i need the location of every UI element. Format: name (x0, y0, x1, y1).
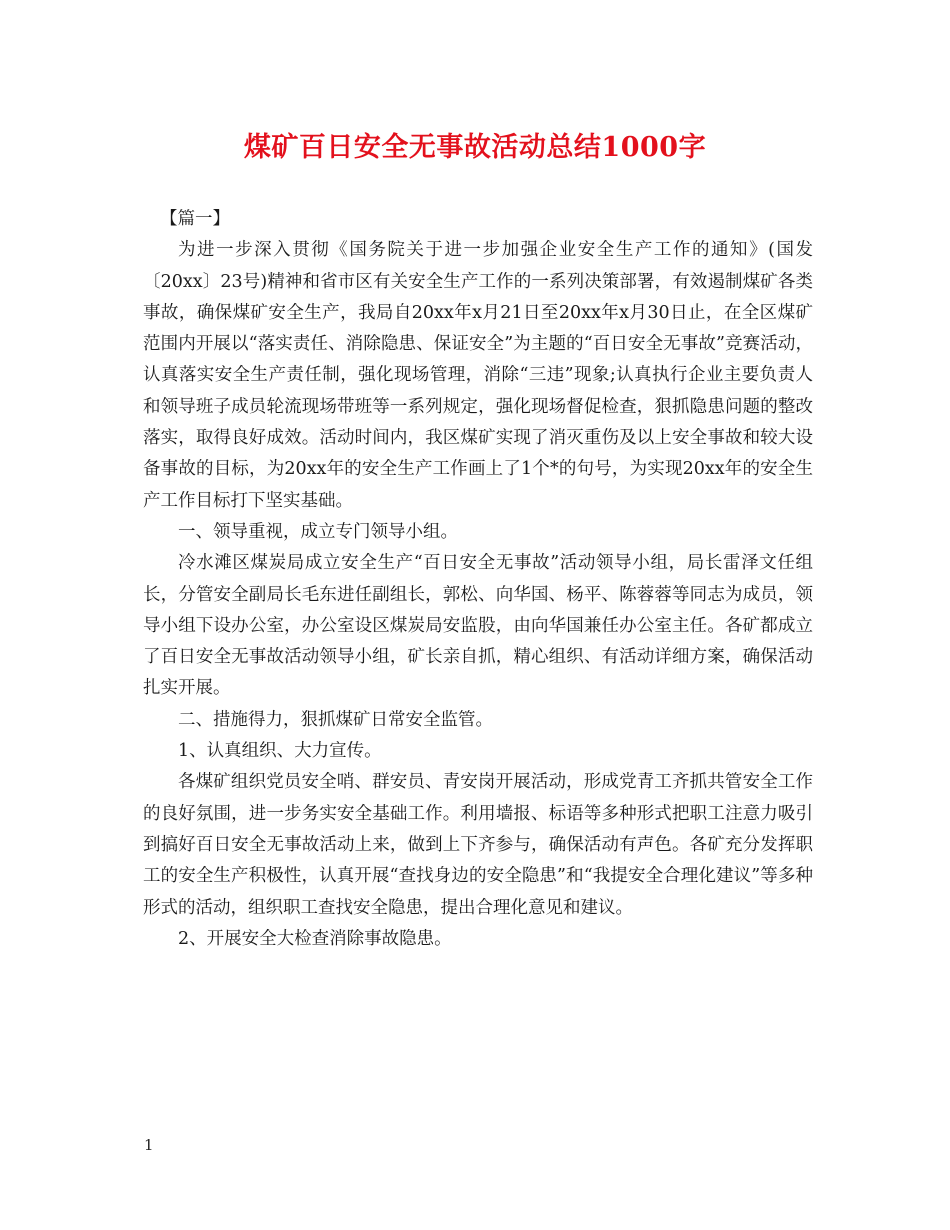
heading-measures: 二、措施得力，狠抓煤矿日常安全监管。 (178, 709, 493, 730)
subheading-inspection: 2、开展安全大检查消除事故隐患。 (178, 928, 452, 949)
paragraph-intro: 为进一步深入贯彻《国务院关于进一步加强企业安全生产工作的通知》(国发〔20xx〕23号)精神和省市区有关安全生产工作的一系列决策部署，有效遏制煤矿各类事故，确保煤矿安全生产，我局自20xx年x月21日至20xx年x月30日止，在全区煤矿范围内开展以“落实责任、消除隐患、保证安全”为主题的“百日安全无事故”竞赛活动，认真落实安全生产责任制，强化现场管理，消除“三违”现象;认真执行企业主要负责人和领导班子成员轮流现场带班等一系列规定，强化现场督促检查，狠抓隐患问题的整改落实，取得良好成效。活动时间内，我区煤矿实现了消灭重伤及以上安全事故和较大设备事故的目标，为20xx年的安全生产工作画上了1个*的句号，为实现20xx年的安全生产工作目标打下坚实基础。 (143, 240, 813, 511)
heading-leadership: 一、领导重视，成立专门领导小组。 (178, 521, 458, 542)
paragraph-leadership: 冷水滩区煤炭局成立安全生产“百日安全无事故”活动领导小组，局长雷泽文任组长，分管安全副局长毛东进任副组长，郭松、向华国、杨平、陈蓉蓉等同志为成员，领导小组下设办公室，办公室设区煤炭局安监股，由向华国兼任办公室主任。各矿都成立了百日安全无事故活动领导小组，矿长亲自抓，精心组织、有活动详细方案，确保活动扎实开展。 (143, 553, 813, 699)
document-title: 煤矿百日安全无事故活动总结1000字 (243, 132, 707, 163)
paragraph-organize: 各煤矿组织党员安全哨、群安员、青安岗开展活动，形成党青工齐抓共管安全工作的良好氛围，进一步务实安全基础工作。利用墙报、标语等多种形式把职工注意力吸引到搞好百日安全无事故活动上来，做到上下齐参与，确保活动有声色。各矿充分发挥职工的安全生产积极性，认真开展“查找身边的安全隐患”和“我提安全合理化建议”等多种形式的活动，组织职工查找安全隐患，提出合理化意见和建议。 (143, 772, 813, 918)
section-tag: 【篇一】 (160, 209, 230, 229)
subheading-organize: 1、认真组织、大力宣传。 (178, 741, 382, 762)
page-number: 1 (144, 1136, 154, 1154)
document-body (143, 204, 813, 955)
